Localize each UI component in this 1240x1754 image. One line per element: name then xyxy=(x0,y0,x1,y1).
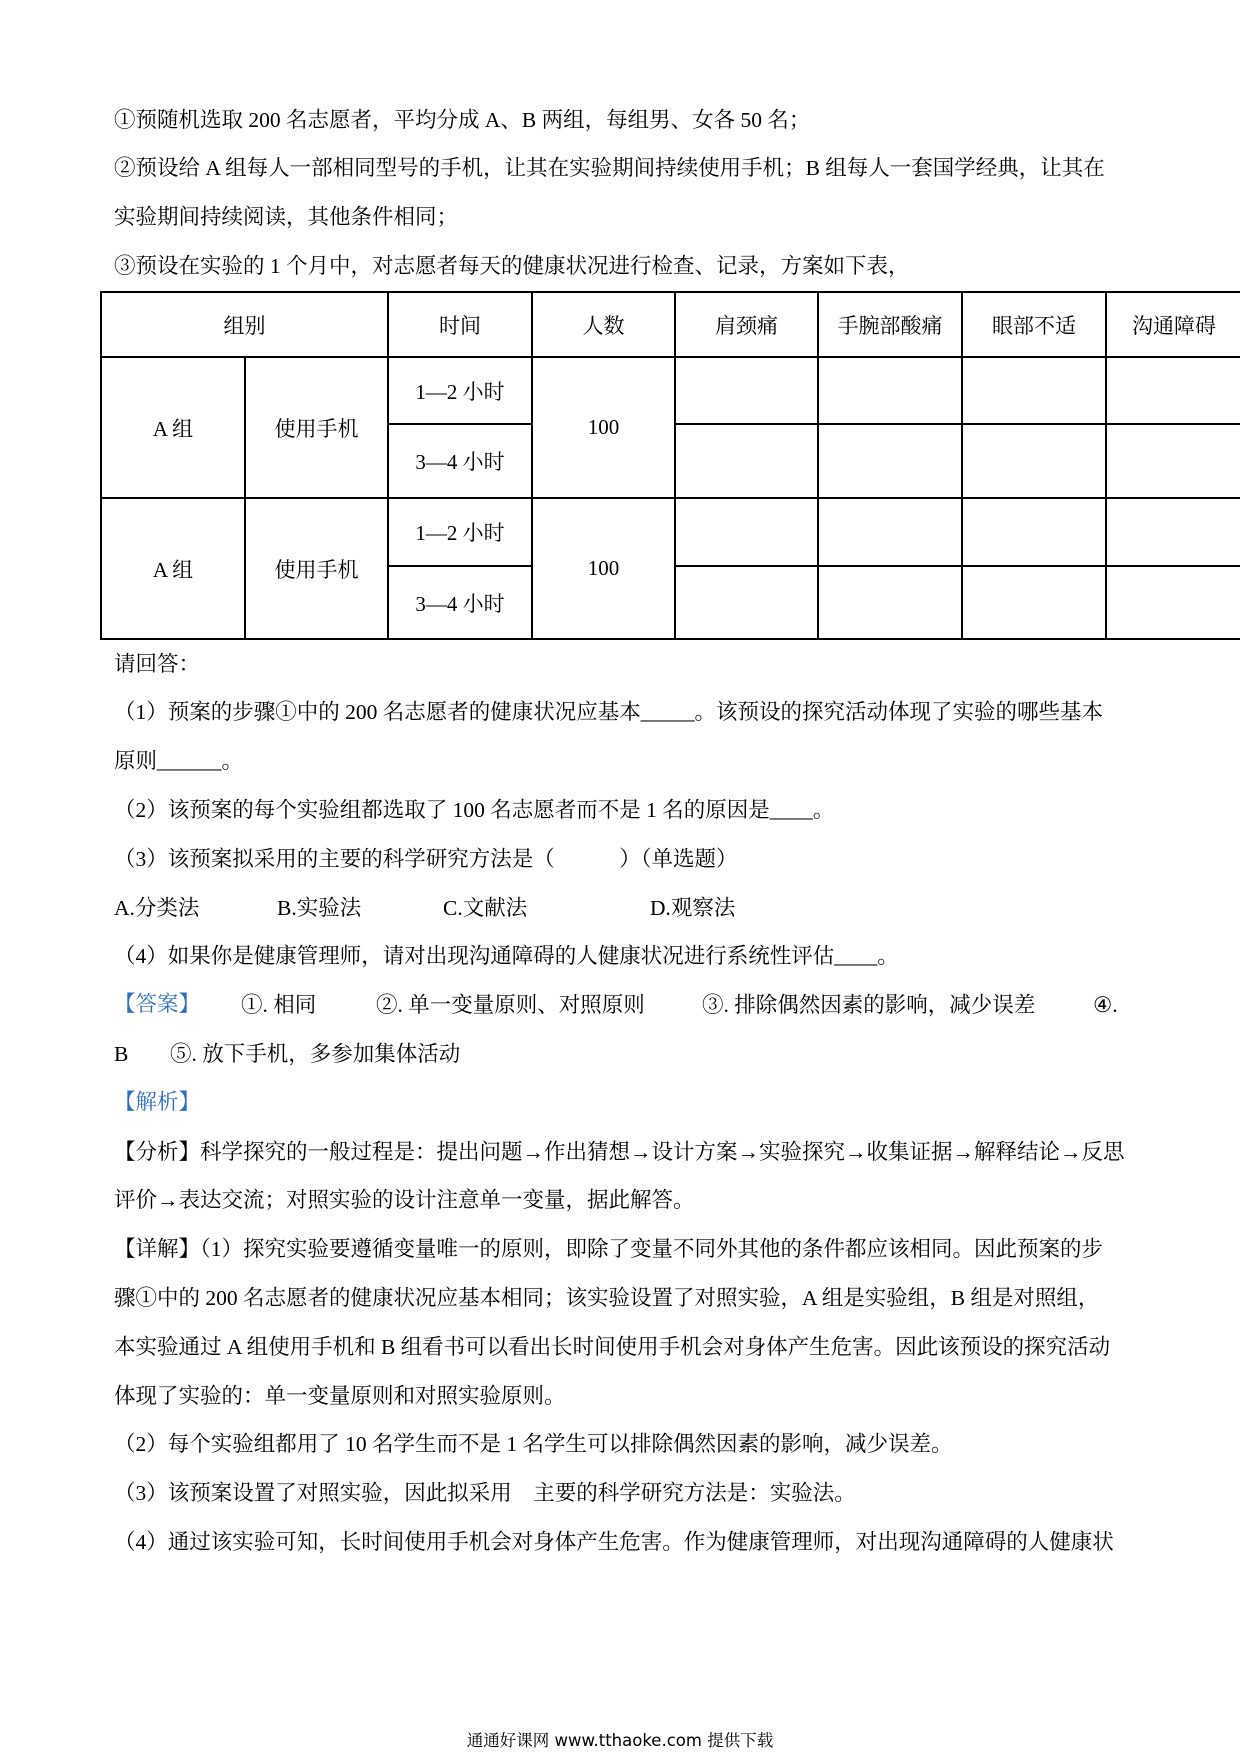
step-2-line: ②预设给 A 组每人一部相同型号的手机，让其在实验期间持续使用手机；B 组每人一套国学经典，让其在 xyxy=(114,156,1105,181)
header-group: 组别 xyxy=(101,292,388,357)
answer-line xyxy=(114,981,1234,1030)
explanation-line: 本实验通过 A 组使用手机和 B 组看书可以看出长时间使用手机会对身体产生危害。因此该预设的探究活动 xyxy=(114,1334,1111,1359)
answer-item-5: ⑤. 放下手机，多参加集体活动 xyxy=(170,1041,461,1066)
answer-label: 【答案】 xyxy=(114,992,201,1018)
explanation-line: 【分析】科学探究的一般过程是：提出问题→作出猜想→设计方案→实验探究→收集证据→解释结论→反思 xyxy=(114,1139,1125,1164)
treatment-cell: 使用手机 xyxy=(245,498,388,639)
header-neck-pain: 肩颈痛 xyxy=(675,292,818,357)
empty-cell xyxy=(962,566,1106,639)
time-cell: 1—2 小时 xyxy=(388,357,532,424)
step-1-line: ①预随机选取 200 名志愿者，平均分成 A、B 两组，每组男、女各 50 名； xyxy=(114,107,811,132)
group-cell: A 组 xyxy=(101,498,245,639)
header-wrist-ache: 手腕部酸痛 xyxy=(818,292,962,357)
empty-cell xyxy=(962,498,1106,566)
page-footer: 通通好课网 www.tthaoke.com 提供下载 xyxy=(466,1731,774,1750)
explanation-line: 体现了实验的：单一变量原则和对照实验原则。 xyxy=(114,1383,566,1408)
time-cell: 1—2 小时 xyxy=(388,498,532,566)
header-count: 人数 xyxy=(532,292,675,357)
answer-item-2: ②. 单一变量原则、对照原则 xyxy=(376,993,645,1018)
table-header-row xyxy=(101,292,1240,357)
option-b: B.实验法 xyxy=(277,895,362,920)
empty-cell xyxy=(675,498,818,566)
question-3: （3）该预案拟采用的主要的科学研究方法是（ ）（单选题） xyxy=(114,846,738,871)
step-3-line: ③预设在实验的 1 个月中，对志愿者每天的健康状况进行检查、记录，方案如下表， xyxy=(114,253,910,278)
explanation-line: 【详解】（1）探究实验要遵循变量唯一的原则，即除了变量不同外其他的条件都应该相同。因此预案的步 xyxy=(114,1237,1104,1262)
explanation-line: 骤①中的 200 名志愿者的健康状况应基本相同；该实验设置了对照实验，A 组是实验组，B 组是对照组， xyxy=(114,1285,1100,1310)
explanation-line: （3）该预案设置了对照实验，因此拟采用 主要的科学研究方法是：实验法。 xyxy=(114,1481,856,1506)
empty-cell xyxy=(818,566,962,639)
questions-and-answers xyxy=(114,640,1234,1567)
count-cell: 100 xyxy=(532,357,675,498)
empty-cell xyxy=(1106,498,1240,566)
explanation-line: （2）每个实验组都用了 10 名学生而不是 1 名学生可以排除偶然因素的影响，减少误差。 xyxy=(114,1432,953,1457)
explanation-line: （4）通过该实验可知，长时间使用手机会对身体产生危害。作为健康管理师，对出现沟通障碍的人健康状 xyxy=(114,1529,1114,1554)
answer-line-continued xyxy=(114,1030,1234,1079)
option-d: D.观察法 xyxy=(650,895,736,920)
explanation-line: 评价→表达交流；对照实验的设计注意单一变量，据此解答。 xyxy=(114,1188,695,1213)
empty-cell xyxy=(1106,357,1240,424)
header-eye-discomfort: 眼部不适 xyxy=(962,292,1106,357)
question-1-line: （1）预案的步骤①中的 200 名志愿者的健康状况应基本_____。该预设的探究活动体现了实验的哪些基本 xyxy=(114,700,1104,725)
question-1-line-continued: 原则______。 xyxy=(114,749,244,774)
table-row xyxy=(101,498,1240,566)
empty-cell xyxy=(962,357,1106,424)
procedure-steps xyxy=(114,96,1234,291)
answer-item-4-value: B xyxy=(114,1041,129,1066)
option-c: C.文献法 xyxy=(443,895,528,920)
count-cell: 100 xyxy=(532,498,675,639)
answer-item-3: ③. 排除偶然因素的影响，减少误差 xyxy=(702,993,1036,1018)
empty-cell xyxy=(818,424,962,498)
time-cell: 3—4 小时 xyxy=(388,424,532,498)
empty-cell xyxy=(1106,566,1240,639)
empty-cell xyxy=(675,357,818,424)
empty-cell xyxy=(675,566,818,639)
step-2-line-continued: 实验期间持续阅读，其他条件相同； xyxy=(114,205,459,230)
header-communication-barrier: 沟通障碍 xyxy=(1106,292,1240,357)
answer-item-4: ④. xyxy=(1093,993,1118,1018)
group-cell: A 组 xyxy=(101,357,245,498)
empty-cell xyxy=(1106,424,1240,498)
question-4: （4）如果你是健康管理师，请对出现沟通障碍的人健康状况进行系统性评估____。 xyxy=(114,944,899,969)
answer-prompt: 请回答： xyxy=(114,651,201,676)
explanation-label: 【解析】 xyxy=(114,1089,201,1115)
time-cell: 3—4 小时 xyxy=(388,566,532,639)
option-a: A.分类法 xyxy=(114,895,200,920)
experiment-plan-table xyxy=(100,291,1240,640)
answer-item-1: ①. 相同 xyxy=(241,993,317,1018)
question-3-options xyxy=(114,884,1234,933)
empty-cell xyxy=(675,424,818,498)
header-time: 时间 xyxy=(388,292,532,357)
question-2: （2）该预案的每个实验组都选取了 100 名志愿者而不是 1 名的原因是____。 xyxy=(114,797,835,822)
empty-cell xyxy=(818,357,962,424)
treatment-cell: 使用手机 xyxy=(245,357,388,498)
table-row xyxy=(101,357,1240,424)
empty-cell xyxy=(818,498,962,566)
empty-cell xyxy=(962,424,1106,498)
